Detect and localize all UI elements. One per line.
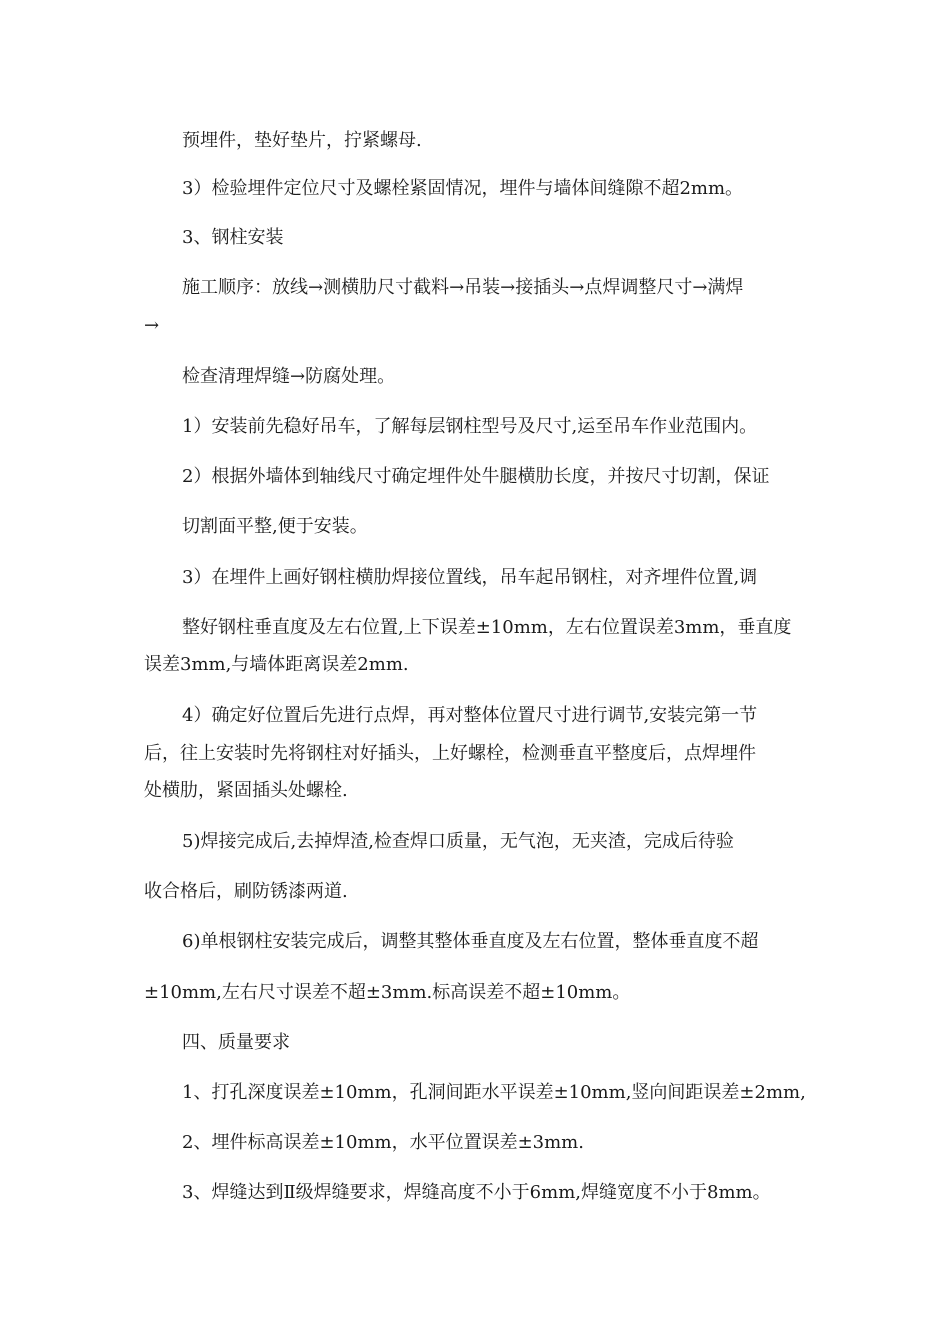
text-line: 施工顺序：放线→测横肋尺寸截料→吊装→接插头→点焊调整尺寸→满焊 <box>182 277 744 298</box>
text-line: 5)焊接完成后,去掉焊渣,检查焊口质量，无气泡，无夹渣，完成后待验 <box>182 831 734 852</box>
text-line: 收合格后，刷防锈漆两道. <box>144 881 348 902</box>
text-line: 6)单根钢柱安装完成后，调整其整体垂直度及左右位置，整体垂直度不超 <box>182 931 759 952</box>
text-line: 1、打孔深度误差±10mm，孔洞间距水平误差±10mm,竖向间距误差±2mm, <box>182 1082 806 1103</box>
text-line: 4）确定好位置后先进行点焊，再对整体位置尺寸进行调节,安装完第一节 <box>182 705 758 726</box>
text-line: 误差3mm,与墙体距离误差2mm. <box>144 654 409 675</box>
text-line: 1）安装前先稳好吊车，了解每层钢柱型号及尺寸,运至吊车作业范围内。 <box>182 416 758 437</box>
text-line: 检查清理焊缝→防腐处理。 <box>182 366 396 387</box>
text-line: 切割面平整,便于安装。 <box>182 516 368 537</box>
text-line: 处横肋，紧固插头处螺栓. <box>144 780 348 801</box>
text-line: 2）根据外墙体到轴线尺寸确定埋件处牛腿横肋长度，并按尺寸切割，保证 <box>182 466 770 487</box>
text-line: 3、焊缝达到Ⅱ级焊缝要求，焊缝高度不小于6mm,焊缝宽度不小于8mm。 <box>182 1182 771 1203</box>
text-line: 2、埋件标高误差±10mm，水平位置误差±3mm. <box>182 1132 584 1153</box>
text-line: 3）在埋件上画好钢柱横肋焊接位置线，吊车起吊钢柱，对齐埋件位置,调 <box>182 567 758 588</box>
text-line: 预埋件，垫好垫片，拧紧螺母. <box>182 130 422 151</box>
text-line: 后，往上安装时先将钢柱对好插头，上好螺栓，检测垂直平整度后，点焊埋件 <box>144 743 756 764</box>
text-line: → <box>144 315 160 336</box>
text-line: 整好钢柱垂直度及左右位置,上下误差±10mm，左右位置误差3mm，垂直度 <box>182 617 792 638</box>
text-line: ±10mm,左右尺寸误差不超±3mm.标高误差不超±10mm。 <box>144 982 631 1003</box>
section-heading: 3、钢柱安装 <box>182 227 284 248</box>
text-line: 3）检验埋件定位尺寸及螺栓紧固情况，埋件与墙体间缝隙不超2mm。 <box>182 178 744 199</box>
section-heading: 四、质量要求 <box>182 1032 290 1053</box>
